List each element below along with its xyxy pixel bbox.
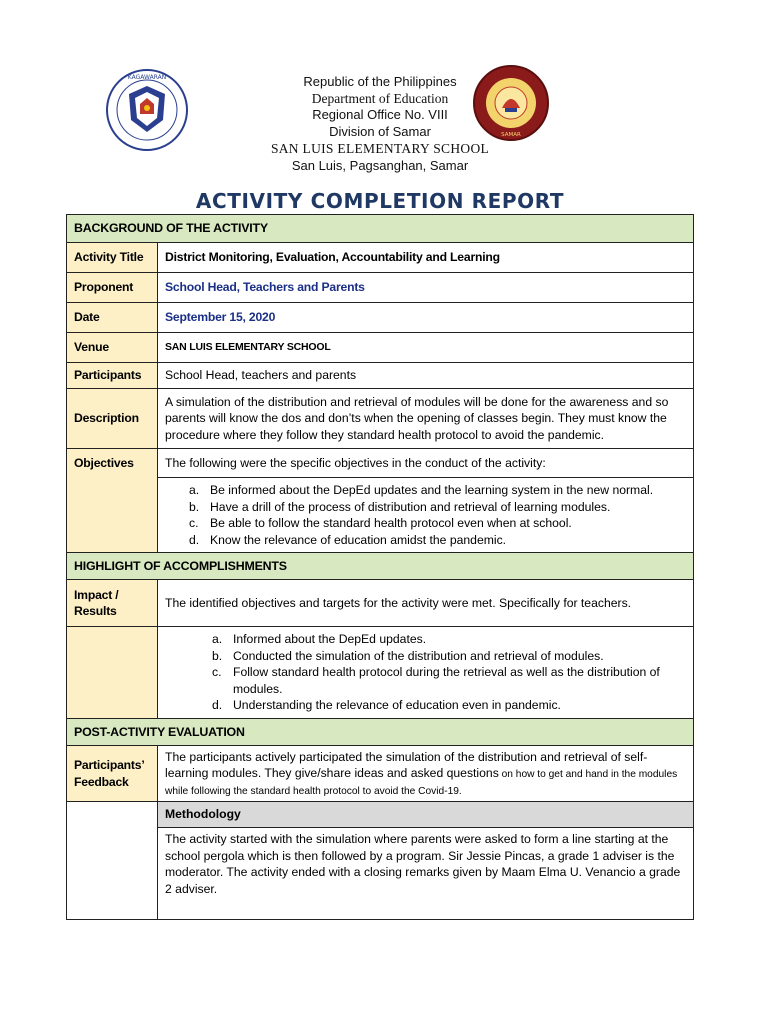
list-marker: c. xyxy=(212,665,222,680)
results-list-cell xyxy=(158,627,694,719)
proponent-value: School Head, Teachers and Parents xyxy=(158,273,694,303)
impact-results-value: The identified objectives and targets for the activity were met. Specifically for teachers. xyxy=(158,580,694,627)
letterhead xyxy=(0,0,768,185)
department-line: Department of Education xyxy=(311,90,449,106)
list-marker: b. xyxy=(212,648,223,663)
region-line: Regional Office No. VIII xyxy=(312,107,448,123)
list-item xyxy=(189,482,686,499)
list-marker: c. xyxy=(189,516,199,530)
report-title: ACTIVITY COMPLETION REPORT xyxy=(195,189,565,213)
feedback-text-small: on how to get and hand in the modules while following the standard health protocol to avoid the Covid-19. xyxy=(165,769,678,797)
methodology-heading: Methodology xyxy=(158,802,694,828)
objectives-list xyxy=(165,482,686,548)
list-item xyxy=(212,631,686,648)
methodology-value: The activity started with the simulation where parents were asked to form a line starting at the school pergola which is then followed by a program. Sir Jessie Pincas, a grade 1 adviser is the moderator. The activity ended with a closing remarks given by Maam Elma U. Venancio a grade 2 adviser. xyxy=(158,828,694,920)
results-label-continued xyxy=(67,627,158,719)
school-address-line: San Luis, Pagsanghan, Samar xyxy=(291,157,469,173)
date-label: Date xyxy=(67,303,158,333)
objectives-label-continued xyxy=(67,478,158,553)
svg-text:KAGAWARAN: KAGAWARAN xyxy=(127,74,167,81)
date-value: September 15, 2020 xyxy=(158,303,694,333)
feedback-label: Participants’ Feedback xyxy=(67,746,158,802)
feedback-value xyxy=(158,746,694,802)
section-heading-evaluation: POST-ACTIVITY EVALUATION xyxy=(67,719,694,746)
list-text: Understanding the relevance of education even in pandemic. xyxy=(233,698,561,713)
description-value: A simulation of the distribution and retrieval of modules will be done for the awareness and so parents will know the dos and don’ts when the opening of classes begin. They must know the procedure where they follow they standard health protocol to avoid the pandemic. xyxy=(158,389,694,449)
activity-title-value: District Monitoring, Evaluation, Accountability and Learning xyxy=(158,243,694,273)
list-text: Have a drill of the process of distribution and retrieval of learning modules. xyxy=(210,499,611,514)
list-marker: d. xyxy=(212,698,223,713)
proponent-label: Proponent xyxy=(67,273,158,303)
list-text: Be informed about the DepEd updates and the learning system in the new normal. xyxy=(210,483,654,497)
participants-label: Participants xyxy=(67,363,158,389)
list-text: Informed about the DepEd updates. xyxy=(233,632,427,647)
report-table xyxy=(66,214,694,920)
impact-results-label: Impact / Results xyxy=(67,580,158,627)
section-heading-highlights: HIGHLIGHT OF ACCOMPLISHMENTS xyxy=(67,553,694,580)
list-marker: a. xyxy=(212,632,223,647)
deped-seal-logo xyxy=(105,68,189,152)
svg-text:SAMAR: SAMAR xyxy=(501,132,521,138)
list-marker: b. xyxy=(189,499,200,514)
methodology-left-spacer xyxy=(67,828,158,920)
republic-line: Republic of the Philippines xyxy=(303,74,457,89)
division-line: Division of Samar xyxy=(329,124,431,140)
list-marker: d. xyxy=(189,532,200,547)
venue-label: Venue xyxy=(67,333,158,363)
list-item xyxy=(212,697,686,714)
list-item xyxy=(189,515,686,532)
section-heading-background: BACKGROUND OF THE ACTIVITY xyxy=(67,215,694,243)
venue-value: SAN LUIS ELEMENTARY SCHOOL xyxy=(158,333,694,363)
objectives-intro: The following were the specific objectives in the conduct of the activity: xyxy=(158,449,694,478)
list-text: Conducted the simulation of the distribution and retrieval of modules. xyxy=(233,648,604,663)
list-item xyxy=(189,532,686,549)
activity-title-label: Activity Title xyxy=(67,243,158,273)
list-item xyxy=(212,648,686,665)
list-text: Know the relevance of education amidst the pandemic. xyxy=(210,532,507,547)
list-text: Be able to follow the standard health protocol even when at school. xyxy=(210,516,572,530)
methodology-label-spacer xyxy=(67,802,158,828)
participants-value: School Head, teachers and parents xyxy=(158,363,694,389)
objectives-list-cell xyxy=(158,478,694,553)
results-list xyxy=(165,631,686,714)
feedback-text: The participants actively participated the simulation of the distribution and retrieval of self-learning modules. They give/share ideas and asked questions xyxy=(165,749,648,781)
list-marker: a. xyxy=(189,483,200,497)
list-item xyxy=(189,499,686,516)
list-text: Follow standard health protocol during the retrieval as well as the distribution of modules. xyxy=(233,665,660,696)
list-item xyxy=(212,664,686,697)
description-label: Description xyxy=(67,389,158,449)
objectives-label: Objectives xyxy=(67,449,158,478)
school-name-line: SAN LUIS ELEMENTARY SCHOOL xyxy=(270,140,490,156)
